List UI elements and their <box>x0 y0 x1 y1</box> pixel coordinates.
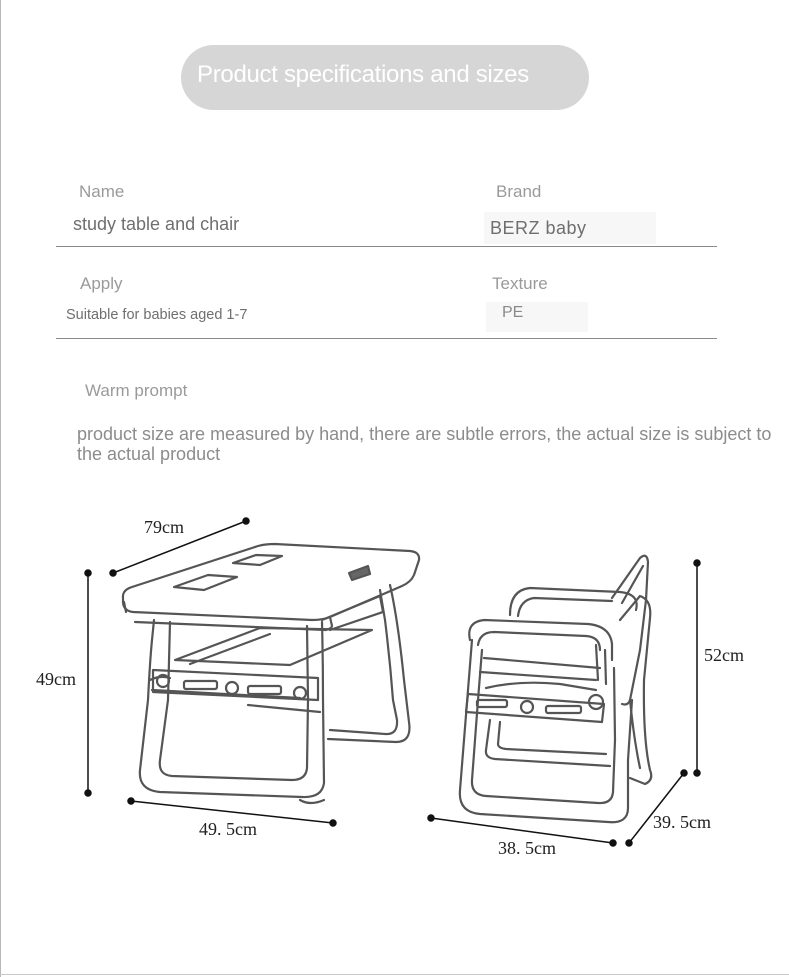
apply-label: Apply <box>80 274 123 293</box>
chair-illustration <box>460 556 651 822</box>
table-illustration <box>123 544 419 803</box>
texture-value: PE <box>502 304 524 321</box>
apply-value: Suitable for babies aged 1-7 <box>66 307 248 323</box>
chair-height-label: 52cm <box>704 645 744 665</box>
name-value: study table and chair <box>73 214 240 234</box>
table-depth-label: 49. 5cm <box>199 819 257 839</box>
table-height-label: 49cm <box>36 669 76 689</box>
name-label: Name <box>79 182 125 201</box>
page-title: Product specifications and sizes <box>197 61 529 88</box>
chair-width-label: 38. 5cm <box>498 838 556 858</box>
chair-depth-label: 39. 5cm <box>653 812 711 832</box>
texture-label: Texture <box>492 274 548 293</box>
table-width-label: 79cm <box>144 517 184 537</box>
brand-label: Brand <box>496 182 542 201</box>
prompt-text: product size are measured by hand, there are subtle errors, the actual size is subject to the actual product <box>77 424 772 464</box>
prompt-heading: Warm prompt <box>85 381 188 400</box>
brand-value: BERZ baby <box>490 218 587 238</box>
